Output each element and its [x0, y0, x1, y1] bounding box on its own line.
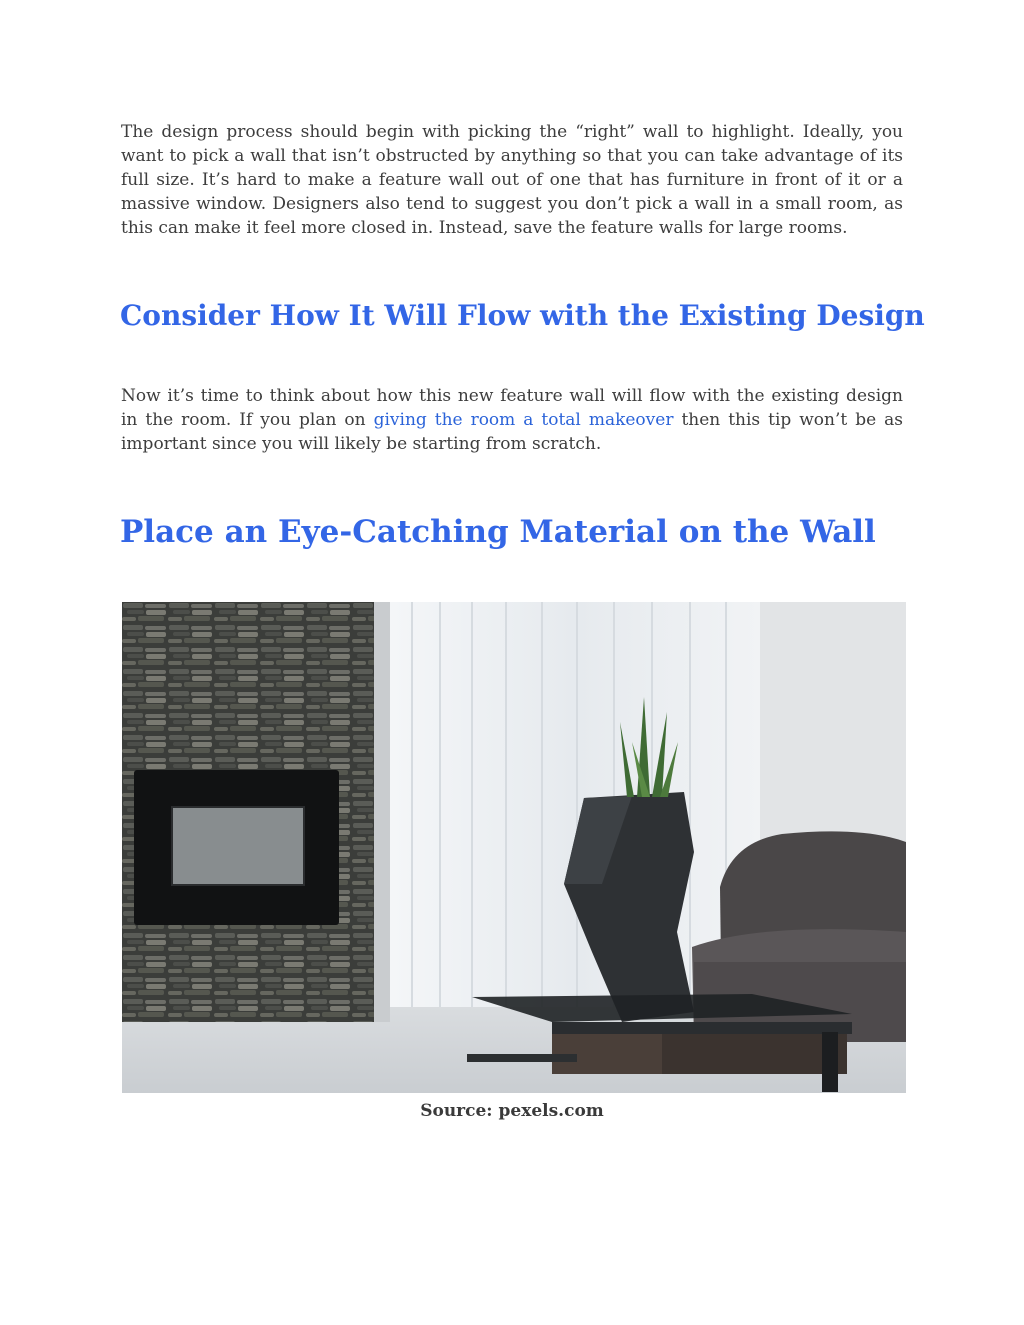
flow-paragraph-text-after: then this tip won’t be as important since you will likely be starting from scratch. — [121, 410, 903, 454]
flow-paragraph — [121, 384, 903, 456]
flow-paragraph-text-before: Now it’s time to think about how this new feature wall will flow with the existing design in the room. If you plan on — [121, 386, 903, 430]
intro-paragraph: The design process should begin with picking the “right” wall to highlight. Ideally, you want to pick a wall that isn’t obstructed by anything so that you can take advantage of its full size. It’s hard to make a feature wall out of one that has furniture in front of it or a massive window. Designers also tend to suggest you don’t pick a wall in a small room, as this can make it feel more closed in. Instead, save the feature walls for large rooms. — [121, 122, 903, 238]
section-heading-material: Place an Eye-Catching Material on the Wall — [120, 514, 876, 550]
makeover-link[interactable]: giving the room a total makeover — [373, 410, 674, 430]
section-heading-flow: Consider How It Will Flow with the Existing Design — [120, 299, 925, 332]
image-caption: Source: pexels.com — [420, 1101, 604, 1121]
living-room-photo — [122, 602, 906, 1093]
